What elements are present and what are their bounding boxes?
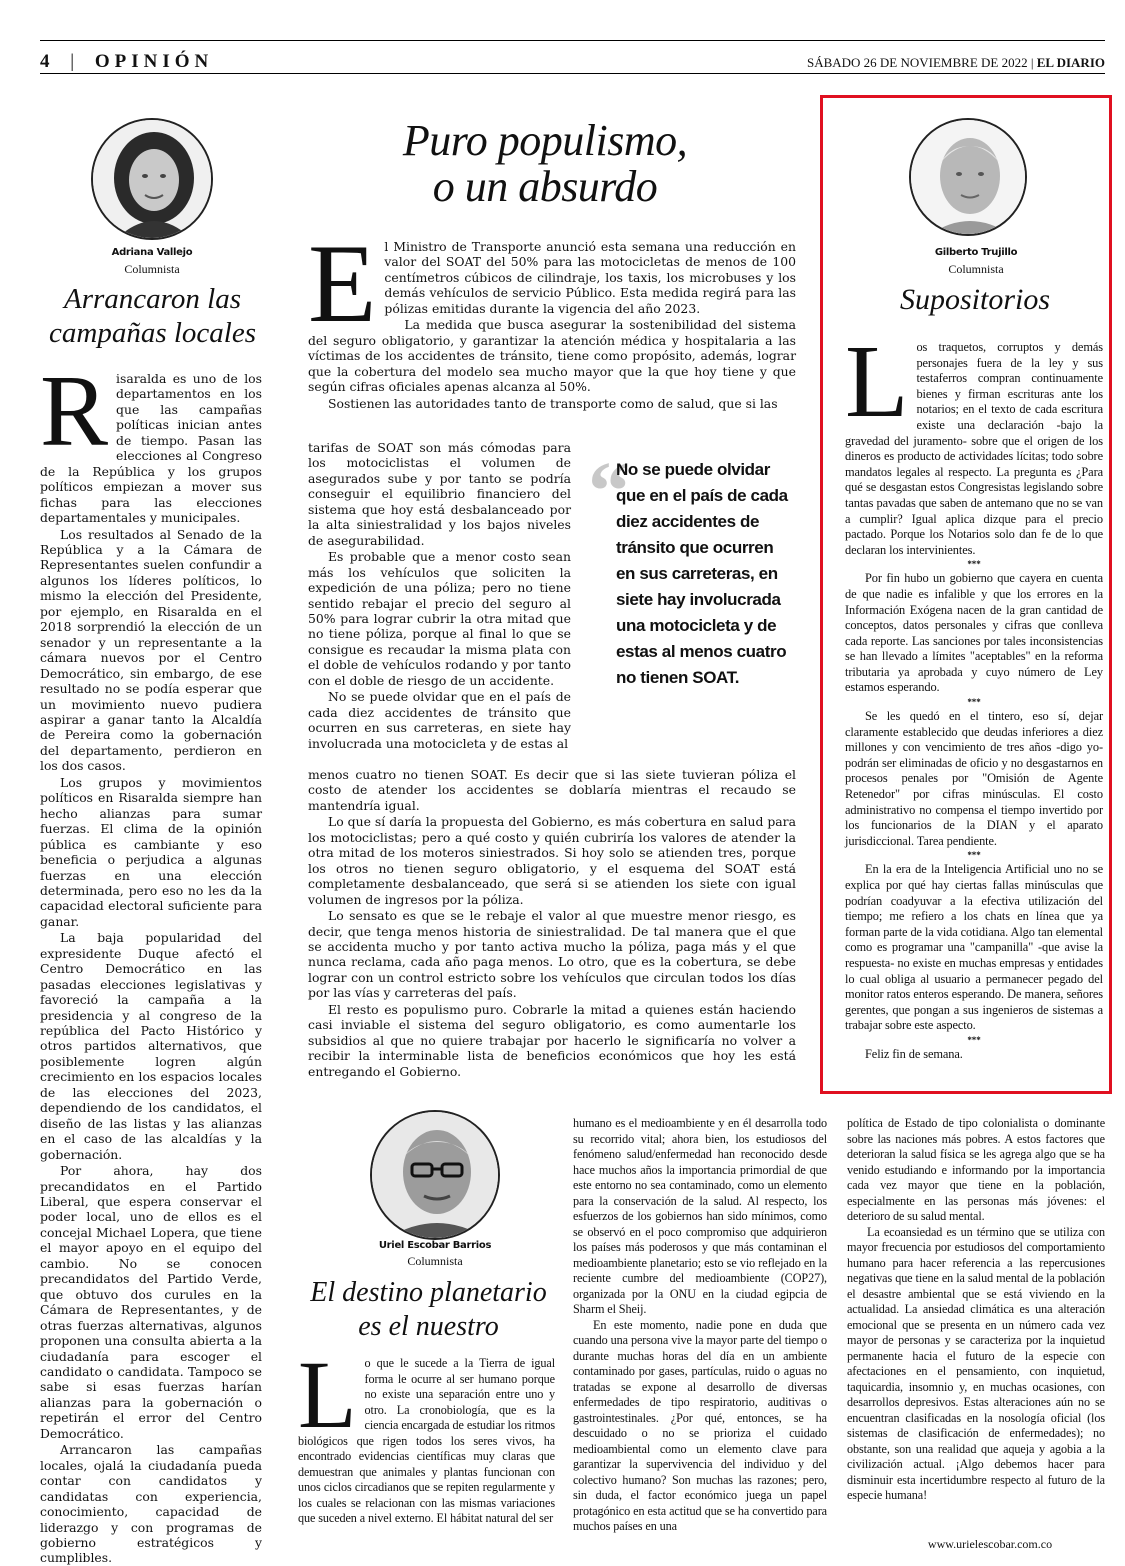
title-line: o un absurdo: [432, 162, 658, 211]
paragraph: Es probable que a menor costo sean más los vehículos que soliciten la expedición de una póliza; pero no tiene sentido rebajar el precio del seguro al 50% para lograr cubrir la otra mitad que no tiene póliza, porque al final lo que se consigue es recaudar la misma plata con el doble de vehículos rodando y por tanto con el doble de riesgo de un accidente.: [308, 549, 571, 688]
page-number: 4: [40, 51, 55, 72]
pull-quote-text: No se puede olvidar que en el país de cada diez accidentes de tránsito que ocurren en sus carreteras, en siete hay involucrada una motocicleta y de estas al menos cuatro no tienen SOAT.: [616, 460, 788, 687]
drop-cap: L: [298, 1341, 357, 1448]
article-body: [845, 324, 1103, 1063]
paragraph: menos cuatro no tienen SOAT. Es decir que si las siete tuvieran póliza el costo de atender los accidentes se doblaría mientras el recaudo se mantendría igual.: [308, 767, 796, 813]
paragraph: os traquetos, corruptos y demás personajes fuera de la ley y sus testaferros compran continuamente bienes y firman escrituras ante los notarios; en el texto de cada escritura existe una declaración -bajo la gravedad del juramento- sobre que el origen de los dineros es producto de actividades lícitas; todo sobre mandatos legales al respecto. La pregunta es ¿Para qué se desgastan estos Congresistas legislando sobre tantas pavadas que saben de antemano que no se van a cumplir? Igual aplica dizque para el precio pactado. Porque los Notarios solo dan fe de lo que declaran los intervinientes.: [845, 340, 1103, 557]
article-title: Arrancaron las campañas locales: [49, 283, 256, 349]
author-role: Columnista: [124, 262, 180, 276]
paragraph: Lo que sí daría la propuesta del Gobierno, es más cobertura en salud para los motociclistas; pero a qué costo y quién cubriría los valores de atender la otra mitad de los moteros siniestrados. Si hoy solo se atienden tres, porque los otros no tienen seguro obligatorio, y el esquema del SOAT está completamente desbalanceado, que será si se atienden los siete con igual volumen de ingresos por la póliza.: [308, 814, 796, 907]
separator: ***: [967, 1034, 981, 1045]
paragraph: humano es el medioambiente y en él desarrolla todo su recorrido vital; ahora bien, los estudiosos del fenómeno salud/enfermedad han reconocido desde hace muchos años la importancia primordial de que este entorno no sea contaminado, como un elemento para la conservación de la salud. Al respecto, los esfuerzos de los gobiernos han sido mínimos, como se observó en el poco compromiso que adquirieron los países más poderosos y que más contaminan el medioambiente planetario; esto se vio reflejado en la reciente cumbre del medioambiente (COP27), organizada por la ONU en la ciudad egipcia de Sharm el Sheij.: [573, 1116, 827, 1316]
author-website: www.urielescobar.com.co: [927, 1537, 1053, 1551]
page-header: [40, 40, 1105, 74]
issue-date: SÁBADO 26 DE NOVIEMBRE DE 2022: [806, 55, 1028, 70]
issue-info: SÁBADO 26 DE NOVIEMBRE DE 2022 | EL DIARIO: [806, 55, 1105, 70]
title-line: Puro populismo,: [402, 116, 688, 165]
separator: ***: [967, 850, 981, 861]
article-body: [40, 355, 262, 1566]
paragraph: Por ahora, hay dos precandidatos en el Partido Liberal, que espera conservar el poder local, uno de ellos es el concejal Michael Lopera, que tiene el mayor apoyo en el equipo del cambio. No se conocen precandidatos del Partido Verde, que obtuvo dos curules en la Cámara de Representantes, y de otras fuerzas alternativas, algunos proponen una consulta abierta a la ciudadanía para escoger el candidato o candidata. Tampoco se sabe si esas fuerzas harían alianzas para la gobernación o repetirán el error del Centro Democrático.: [40, 1163, 262, 1441]
paragraph: Por fin hubo un gobierno que cayera en cuenta de que nadie es infalible y que los errores en la Información Exógena nacen de la gran cantidad de conceptos, datos personales y cifras que conlleva cada reporte. Las sanciones por tales inconsistencias se han llevado a límites "aceptables" en la reforma tributaria ya aprobada y cuyo número de Ley estamos esperando.: [845, 571, 1103, 695]
paragraph: l Ministro de Transporte anunció esta semana una reducción en valor del SOAT del 50% para las motocicletas de menos de 100 centímetros cúbicos de cilindraje, los taxis, los microbuses y los demás vehículos de servicio Público. Esta medida regirá para las pólizas emitidas durante la vigencia del año 2023.: [384, 239, 796, 316]
paragraph: Los grupos y movimientos políticos en Risaralda siempre han hecho alianzas para sumar fuerzas. El clima de la opinión pública es cambiante y eso beneficia o perjudica a algunas fuerzas en una elección determinada, pero eso no les da la capacidad electoral suficiente para ganar.: [40, 774, 262, 929]
author-name: Adriana Vallejo: [111, 247, 193, 258]
section-label: 4 | OPINIÓN: [40, 51, 214, 72]
author-name: Uriel Escobar Barrios: [378, 1240, 492, 1251]
separator: ***: [967, 697, 981, 708]
paragraph: tarifas de SOAT son más cómodas para los motociclistas el volumen de asegurados sube y por tanto se podría conseguir el equilibrio financiero del sistema que hoy está desbalanceado por la alta siniestralidad y los bajos niveles de asegurabilidad.: [308, 440, 571, 548]
separator: ***: [967, 559, 981, 570]
paragraph: Los resultados al Senado de la República y a la Cámara de Representantes suelen confundir a algunos los líderes políticos, lo mismo la elección del Presidente, por ejemplo, en Risaralda en el 2018 sorprendió la elección de un senador y un representante a la cámara nuevos por el Centro Democrático, sin embargo, de ese resultado no se podía esperar que un movimiento nuevo pudiera aspirar a ganar tanto la Alcaldía de Pereira como la gobernación del departamento, perdieron en los dos casos.: [40, 526, 262, 774]
paragraph: La ecoansiedad es un término que se utiliza con mayor frecuencia por estudiosos del comportamiento humano para hacer referencia a las repercusiones negativas que tiene en la salud mental de la población el desastre ambiental que se está viviendo en la actualidad. La ansiedad climática es una alteración emocional que se presenta en un número cada vez mayor de personas y se caracteriza por la inquietud permanente hacia el futuro de la especie con afectaciones en el pensamiento, con inquietud, taquicardia, insomnio y, en muchas ocasiones, con desarrollos depresivos. Estas alteraciones aún no se encuentran clasificadas en la nosología oficial (los sistemas de clasificación de enfermedades); no obstante, son una realidad que aqueja y agobia a la civilización actual. ¡Algo debemos hacer para disminuir esta incertidumbre respecto al futuro de la especie humana!: [847, 1224, 1105, 1502]
author-role: Columnista: [407, 1254, 463, 1268]
article-title: [296, 1276, 561, 1344]
drop-cap: R: [40, 355, 109, 468]
article-title: Supositorios: [899, 283, 1051, 316]
drop-cap: E: [308, 222, 377, 346]
main-article-body-wrap: [308, 440, 571, 752]
paragraph: Se les quedó en el tintero, eso sí, dejar claramente establecido que deudas inferiores a diez millones y con vencimiento de tres años -digo yo- podrán ser eliminadas de oficio y no desgastarnos en procesos penales por "Omisión de Agente Retenedor" por cifras minúsculas. El costo administrativo no compensa el tiempo invertido por los funcionarios de la DIAN y el aparato jurisdiccional. Tarea pendiente.: [845, 709, 1103, 848]
quote-mark-icon: “: [588, 445, 630, 538]
paper-name: EL DIARIO: [1036, 55, 1105, 70]
paragraph: El resto es populismo puro. Cobrarle la mitad a quienes están haciendo casi inviable el sistema del seguro obligatorio, es como aumentarle los subsidios al que no quiere trabajar por hacerlo le significaría no volver a recibir la interminable lista de beneficios económicos que hoy les está entregando el Gobierno.: [308, 1001, 796, 1079]
paragraph: Feliz fin de semana.: [865, 1046, 963, 1061]
paragraph: La medida que busca asegurar la sostenibilidad del sistema del seguro obligatorio, y garantizar la atención médica y hospitalaria a las víctimas de los accidentes de tránsito, tiene como propósito, además, lograr que la cobertura del modelo sea mucho mayor que la que hoy tiene y que según cifras oficiales apenas alcanza al 50%.: [308, 317, 796, 395]
main-article-body-top: [308, 222, 796, 412]
paragraph: política de Estado de tipo colonialista o dominante sobre las naciones más pobres. A estos factores que deterioran la salud física se les agrega algo que se ha venido estudiando e informando por la importancia cada vez mayor que tiene en la población, especialmente en las personas más jóvenes: el deterioro de su salud mental.: [847, 1116, 1105, 1223]
title-line: El destino planetario: [310, 1277, 547, 1308]
paragraph: Lo sensato es que se le rebaje el valor al que muestre menor riesgo, es decir, que tenga menos historia de siniestralidad. De tal manera que el que se accidenta mucho y por tanto activa mucho la póliza, paga más y el que nunca reclama, cada año paga menos. Lo otro, que es la cobertura, se debe lograr con un control estricto sobre los vehículos que circulan todos los días por las vías y carreteras del país.: [308, 908, 796, 1001]
section-name: OPINIÓN: [94, 51, 214, 72]
main-article-body-bottom: [308, 767, 796, 1080]
main-article-title: [320, 118, 770, 210]
paragraph: En la era de la Inteligencia Artificial uno no se explica por qué hay ciertas fallas minúsculas que podrían coadyuvar a la efectiva utilización del tiempo; me refiero a los chats en línea que ya forman parte de la vida cotidiana. Algo tan elemental como es programar una "campanilla" -que avise la respuesta- no existe en muchas empresas y entidades lo cual obliga al usuario a permanecer pegado del monitor ratos enteros esperando. De manera, señores gerentes, que pongan a sus ingenieros de sistemas a trabajar sobre este aspecto.: [845, 862, 1103, 1033]
paragraph: En este momento, nadie pone en duda que cuando una persona vive la mayor parte del tiempo o durante muchas horas del día en un ambiente contaminado por gases, partículas, ruido o aguas no tratadas se expone al desarrollo de diversas enfermedades de tipo respiratorio, auditivas o gastrointestinales. ¿Por qué, entonces, se ha descuidado o no se prioriza el cuidado medioambiental como un elemento clave para garantizar la supervivencia del individuo y del colectivo humano? Son muchas las razones; pero, sin duda, el factor económico juega un papel protagónico en esta actitud que se ha convertido para muchos países en una: [573, 1317, 827, 1533]
paragraph: La baja popularidad del expresidente Duque afectó el Centro Democrático en las pasadas elecciones legislativas y favoreció la campaña a la presidencia y al congreso de la república del Pacto Histórico y otros partidos alternativos, que posiblemente logren algún crecimiento en los espacios locales de las elecciones del 2023, dependiendo de los candidatos, el diseño de las listas y las alianzas en el caso de las alcaldías y la gobernación.: [40, 930, 262, 1162]
drop-cap: L: [845, 324, 909, 439]
paragraph: Arrancaron las campañas locales, ojalá la ciudadanía pueda contar con candidatos y candidatas con experiencia, conocimiento, capacidad de liderazgo y con programas de gobierno estratégicos y cumplibles.: [40, 1442, 262, 1566]
author-name: Gilberto Trujillo: [934, 247, 1018, 258]
paragraph: Sostienen las autoridades tanto de transporte como de salud, que si las: [328, 395, 778, 411]
avatar-adriana-vallejo: [91, 118, 213, 240]
paragraph: o que le sucede a la Tierra de igual forma le ocurre al ser humano porque no existe una separación entre uno y otro. La cronobiología, que es la ciencia encargada de estudiar los ritmos biológicos que rigen todos los seres vivos, ha encontrado evidencias científicas muy claras que demuestran que animales y plantas funcionan con unos ciclos circadianos que se repiten regularmente y los cuales se relacionan con las mismas variaciones que suceden a nivel externo. El hábitat natural del ser: [298, 1356, 555, 1525]
avatar-uriel-escobar: [370, 1110, 500, 1240]
author-role: Columnista: [948, 262, 1004, 276]
bottom-article-col1: [298, 1341, 555, 1527]
bottom-article-col2: [573, 1116, 827, 1535]
paragraph: isaralda es uno de los departamentos en los que las campañas políticas inician antes de tiempo. Pasan las elecciones al Congreso de la República y los grupos políticos empiezan a mover sus fichas para las elecciones departamentales y municipales.: [40, 371, 262, 526]
title-line: es el nuestro: [358, 1311, 499, 1342]
avatar-gilberto-trujillo: [909, 118, 1027, 236]
bottom-article-col3: [847, 1116, 1105, 1504]
paragraph: No se puede olvidar que en el país de cada diez accidentes de tránsito que ocurren en sus carreteras, en siete hay involucrada una motocicleta y de estas al: [308, 689, 571, 751]
